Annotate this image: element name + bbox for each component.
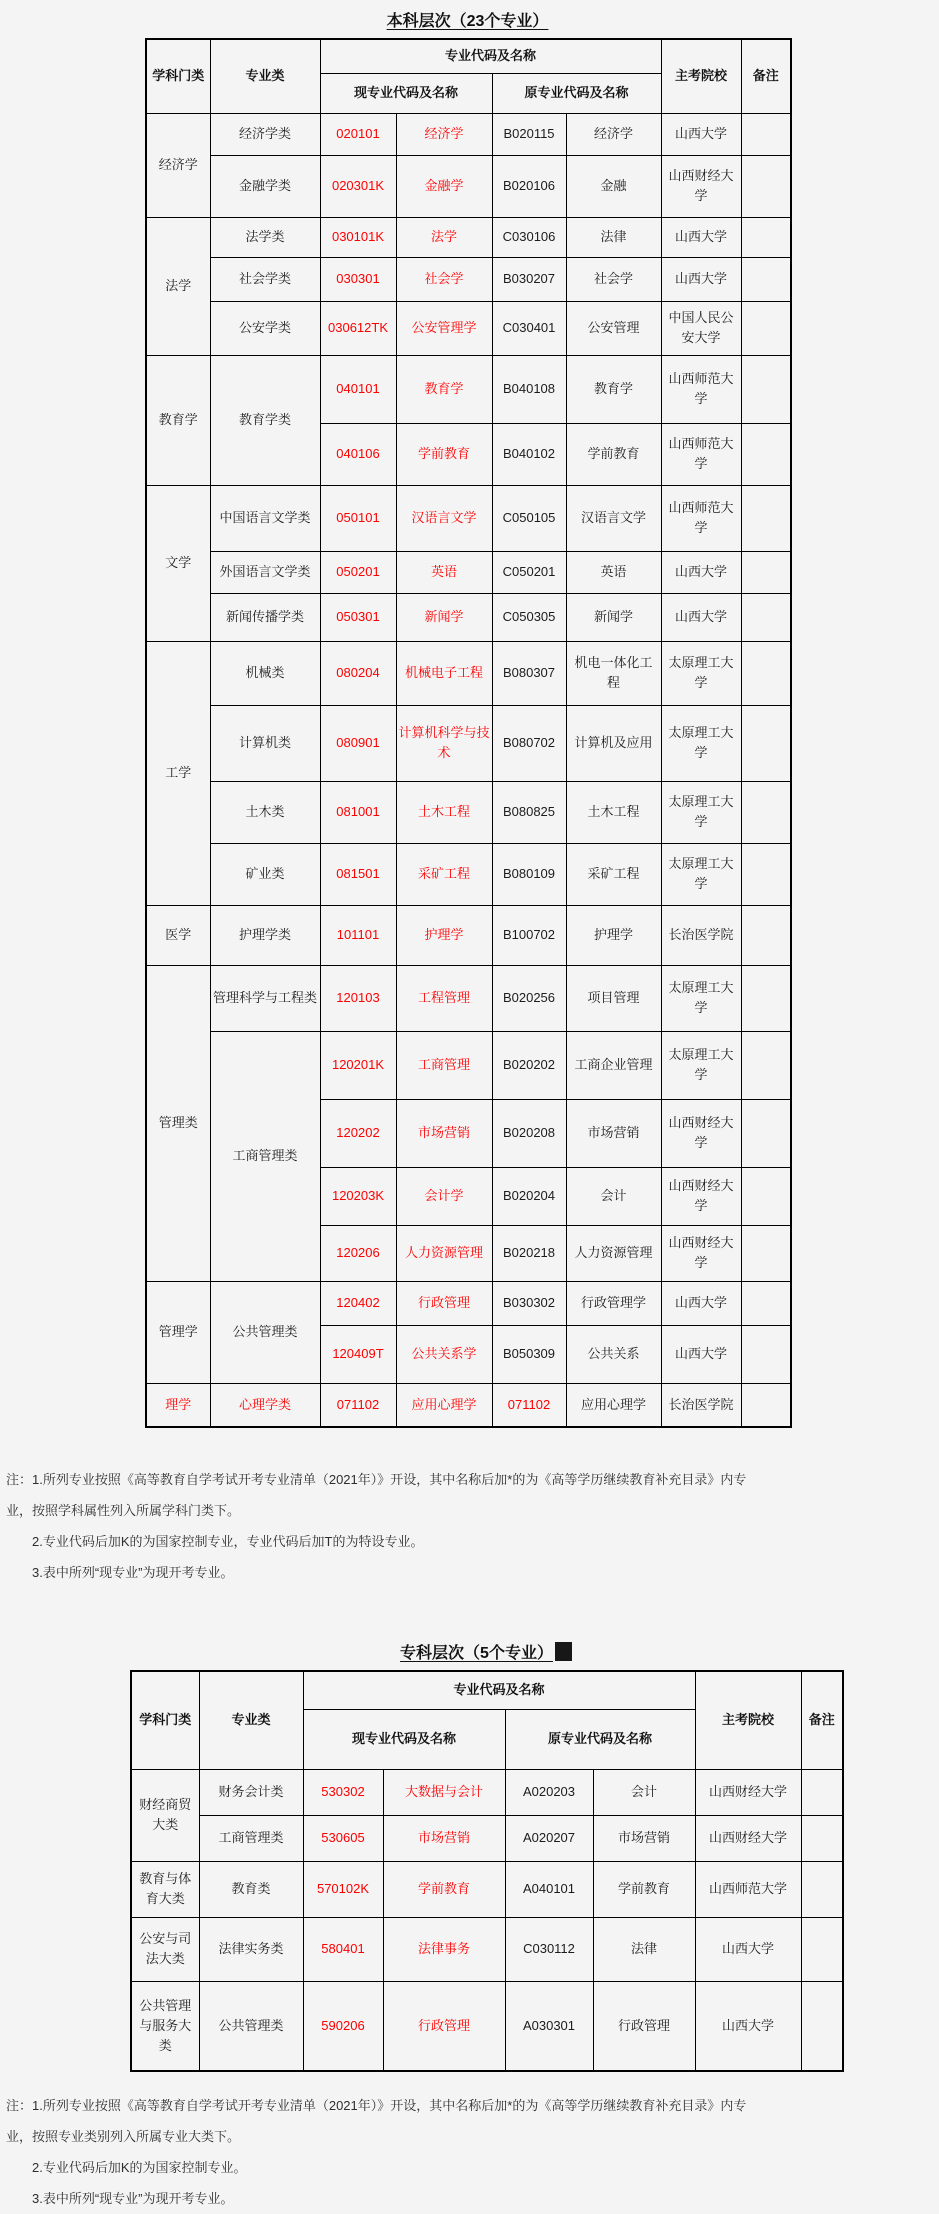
- current-code-cell: 030612TK: [320, 301, 396, 355]
- original-code-cell: C050201: [492, 551, 566, 593]
- original-code-cell: B080702: [492, 705, 566, 781]
- current-name-cell: 行政管理: [383, 1981, 505, 2071]
- current-name-cell: 土木工程: [396, 781, 492, 843]
- remark-cell: [801, 1815, 843, 1861]
- discipline-cell: 文学: [146, 485, 210, 641]
- discipline-cell: 理学: [146, 1383, 210, 1427]
- original-code-cell: A020207: [505, 1815, 593, 1861]
- current-name-cell: 工程管理: [396, 965, 492, 1031]
- table-row: [146, 593, 791, 641]
- original-name-cell: 工商企业管理: [566, 1031, 661, 1099]
- current-code-cell: 080204: [320, 641, 396, 705]
- original-name-cell: 行政管理: [593, 1981, 695, 2071]
- school-cell: 山西师范大学: [661, 355, 741, 423]
- undergrad-section: [0, 8, 939, 1588]
- remark-cell: [741, 593, 791, 641]
- school-cell: 山西师范大学: [661, 423, 741, 485]
- table-row: [146, 781, 791, 843]
- major-class-cell: 护理学类: [210, 905, 320, 965]
- remark-cell: [741, 485, 791, 551]
- current-name-cell: 汉语言文学: [396, 485, 492, 551]
- major-class-cell: 机械类: [210, 641, 320, 705]
- major-class-cell: 法学类: [210, 217, 320, 257]
- major-class-cell: 经济学类: [210, 113, 320, 155]
- original-name-cell: 学前教育: [593, 1861, 695, 1917]
- table-row: [146, 155, 791, 217]
- current-name-cell: 市场营销: [396, 1099, 492, 1167]
- original-name-cell: 人力资源管理: [566, 1225, 661, 1281]
- college-notes: [0, 2090, 939, 2214]
- current-code-cell: 020101: [320, 113, 396, 155]
- note-line: 业，按照学科属性列入所属学科门类下。: [6, 1503, 241, 1518]
- original-code-cell: B020106: [492, 155, 566, 217]
- remark-cell: [741, 705, 791, 781]
- undergrad-table-body: [146, 113, 791, 1427]
- current-code-cell: 570102K: [303, 1861, 383, 1917]
- school-cell: 山西师范大学: [695, 1861, 801, 1917]
- table-row: [146, 257, 791, 301]
- major-class-cell: 土木类: [210, 781, 320, 843]
- current-code-cell: 120201K: [320, 1031, 396, 1099]
- note-line: 注：1.所列专业按照《高等教育自学考试开考专业清单（2021年）》开设，其中名称后加*的为《高等学历继续教育补充目录》内专: [6, 1472, 747, 1487]
- school-cell: 山西大学: [695, 1917, 801, 1981]
- col-header-school: 主考院校: [661, 39, 741, 113]
- current-name-cell: 英语: [396, 551, 492, 593]
- remark-cell: [801, 1981, 843, 2071]
- original-name-cell: 金融: [566, 155, 661, 217]
- col-header-discipline: 学科门类: [131, 1671, 199, 1769]
- school-cell: 山西财经大学: [695, 1769, 801, 1815]
- original-name-cell: 法律: [593, 1917, 695, 1981]
- major-class-cell: 管理科学与工程类: [210, 965, 320, 1031]
- original-code-cell: 071102: [492, 1383, 566, 1427]
- col-header-current-code-name: 现专业代码及名称: [303, 1709, 505, 1769]
- col-header-remark: 备注: [801, 1671, 843, 1769]
- current-code-cell: 590206: [303, 1981, 383, 2071]
- table-row: [146, 1031, 791, 1099]
- remark-cell: [741, 843, 791, 905]
- remark-cell: [741, 355, 791, 423]
- col-header-original-code-name: 原专业代码及名称: [505, 1709, 695, 1769]
- original-code-cell: B080825: [492, 781, 566, 843]
- current-code-cell: 120402: [320, 1281, 396, 1325]
- original-code-cell: C030106: [492, 217, 566, 257]
- original-code-cell: A020203: [505, 1769, 593, 1815]
- major-class-cell: 中国语言文学类: [210, 485, 320, 551]
- original-name-cell: 公安管理: [566, 301, 661, 355]
- original-code-cell: C030401: [492, 301, 566, 355]
- major-class-cell: 新闻传播学类: [210, 593, 320, 641]
- college-table-title: [130, 1640, 842, 1663]
- table-row: [146, 905, 791, 965]
- header-row: [131, 1671, 843, 1709]
- original-code-cell: B080307: [492, 641, 566, 705]
- discipline-cell: 管理类: [146, 965, 210, 1281]
- current-name-cell: 新闻学: [396, 593, 492, 641]
- current-name-cell: 应用心理学: [396, 1383, 492, 1427]
- table-row: [131, 1917, 843, 1981]
- school-cell: 山西大学: [661, 1281, 741, 1325]
- col-header-current-code-name: 现专业代码及名称: [320, 73, 492, 113]
- note-line: 3.表中所列“现专业”为现开考专业。: [32, 1565, 234, 1580]
- current-code-cell: 030301: [320, 257, 396, 301]
- remark-cell: [801, 1769, 843, 1815]
- major-class-cell: 矿业类: [210, 843, 320, 905]
- table-row: [146, 1383, 791, 1427]
- col-header-discipline: 学科门类: [146, 39, 210, 113]
- undergrad-table: [145, 38, 792, 1428]
- major-class-cell: 教育类: [199, 1861, 303, 1917]
- original-code-cell: B040108: [492, 355, 566, 423]
- school-cell: 山西大学: [661, 551, 741, 593]
- school-cell: 山西大学: [661, 217, 741, 257]
- original-name-cell: 行政管理学: [566, 1281, 661, 1325]
- col-header-school: 主考院校: [695, 1671, 801, 1769]
- major-class-cell: 金融学类: [210, 155, 320, 217]
- table-row: [146, 705, 791, 781]
- remark-cell: [741, 551, 791, 593]
- original-code-cell: B100702: [492, 905, 566, 965]
- school-cell: 太原理工大学: [661, 843, 741, 905]
- college-table-title-text: 专科层次（5个专业）: [400, 1645, 553, 1662]
- remark-cell: [741, 1281, 791, 1325]
- school-cell: 山西财经大学: [661, 1225, 741, 1281]
- discipline-cell: 法学: [146, 217, 210, 355]
- original-code-cell: C030112: [505, 1917, 593, 1981]
- current-code-cell: 081001: [320, 781, 396, 843]
- school-cell: 太原理工大学: [661, 781, 741, 843]
- school-cell: 长治医学院: [661, 1383, 741, 1427]
- remark-cell: [741, 1225, 791, 1281]
- original-name-cell: 教育学: [566, 355, 661, 423]
- original-code-cell: C050305: [492, 593, 566, 641]
- original-name-cell: 计算机及应用: [566, 705, 661, 781]
- original-name-cell: 机电一体化工程: [566, 641, 661, 705]
- current-name-cell: 人力资源管理: [396, 1225, 492, 1281]
- original-code-cell: B020202: [492, 1031, 566, 1099]
- current-name-cell: 公共关系学: [396, 1325, 492, 1383]
- remark-cell: [741, 301, 791, 355]
- remark-cell: [741, 905, 791, 965]
- school-cell: 太原理工大学: [661, 1031, 741, 1099]
- school-cell: 山西大学: [661, 593, 741, 641]
- original-code-cell: B030207: [492, 257, 566, 301]
- original-code-cell: A030301: [505, 1981, 593, 2071]
- current-name-cell: 经济学: [396, 113, 492, 155]
- current-code-cell: 050201: [320, 551, 396, 593]
- remark-cell: [741, 1167, 791, 1225]
- current-code-cell: 120206: [320, 1225, 396, 1281]
- discipline-cell: 公共管理与服务大类: [131, 1981, 199, 2071]
- college-table-body: [131, 1769, 843, 2071]
- original-name-cell: 公共关系: [566, 1325, 661, 1383]
- remark-cell: [741, 1325, 791, 1383]
- original-name-cell: 经济学: [566, 113, 661, 155]
- undergrad-table-header: [146, 39, 791, 113]
- school-cell: 山西财经大学: [695, 1815, 801, 1861]
- major-class-cell: 财务会计类: [199, 1769, 303, 1815]
- original-code-cell: B050309: [492, 1325, 566, 1383]
- major-class-cell: 法律实务类: [199, 1917, 303, 1981]
- original-name-cell: 法律: [566, 217, 661, 257]
- table-row: [146, 485, 791, 551]
- original-code-cell: B020115: [492, 113, 566, 155]
- current-code-cell: 040101: [320, 355, 396, 423]
- original-name-cell: 学前教育: [566, 423, 661, 485]
- college-table: [130, 1670, 844, 2072]
- current-code-cell: 030101K: [320, 217, 396, 257]
- remark-cell: [741, 1099, 791, 1167]
- table-row: [146, 1281, 791, 1325]
- remark-cell: [741, 1383, 791, 1427]
- current-code-cell: 081501: [320, 843, 396, 905]
- header-row: [146, 39, 791, 73]
- school-cell: 山西大学: [695, 1981, 801, 2071]
- current-code-cell: 101101: [320, 905, 396, 965]
- remark-cell: [741, 423, 791, 485]
- note-line: 2.专业代码后加K的为国家控制专业。: [32, 2160, 247, 2175]
- current-code-cell: 120409T: [320, 1325, 396, 1383]
- current-code-cell: 120202: [320, 1099, 396, 1167]
- major-class-cell: 社会学类: [210, 257, 320, 301]
- current-code-cell: 530605: [303, 1815, 383, 1861]
- current-code-cell: 120103: [320, 965, 396, 1031]
- current-name-cell: 护理学: [396, 905, 492, 965]
- remark-cell: [741, 1031, 791, 1099]
- discipline-cell: 工学: [146, 641, 210, 905]
- major-class-cell: 心理学类: [210, 1383, 320, 1427]
- major-class-cell: 公安学类: [210, 301, 320, 355]
- original-code-cell: A040101: [505, 1861, 593, 1917]
- table-row: [146, 113, 791, 155]
- current-name-cell: 公安管理学: [396, 301, 492, 355]
- current-name-cell: 行政管理: [396, 1281, 492, 1325]
- school-cell: 山西财经大学: [661, 155, 741, 217]
- remark-cell: [741, 257, 791, 301]
- current-name-cell: 学前教育: [383, 1861, 505, 1917]
- school-cell: 山西师范大学: [661, 485, 741, 551]
- major-class-cell: 外国语言文学类: [210, 551, 320, 593]
- current-code-cell: 580401: [303, 1917, 383, 1981]
- current-code-cell: 120203K: [320, 1167, 396, 1225]
- remark-cell: [741, 155, 791, 217]
- current-code-cell: 071102: [320, 1383, 396, 1427]
- school-cell: 山西财经大学: [661, 1099, 741, 1167]
- remark-cell: [741, 965, 791, 1031]
- school-cell: 长治医学院: [661, 905, 741, 965]
- col-header-remark: 备注: [741, 39, 791, 113]
- original-name-cell: 市场营销: [593, 1815, 695, 1861]
- major-class-cell: 计算机类: [210, 705, 320, 781]
- original-name-cell: 会计: [566, 1167, 661, 1225]
- discipline-cell: 财经商贸大类: [131, 1769, 199, 1861]
- original-code-cell: B080109: [492, 843, 566, 905]
- note-line: 2.专业代码后加K的为国家控制专业，专业代码后加T的为特设专业。: [32, 1534, 424, 1549]
- current-code-cell: 020301K: [320, 155, 396, 217]
- school-cell: 山西大学: [661, 113, 741, 155]
- current-name-cell: 会计学: [396, 1167, 492, 1225]
- table-row: [146, 843, 791, 905]
- original-name-cell: 会计: [593, 1769, 695, 1815]
- original-name-cell: 采矿工程: [566, 843, 661, 905]
- original-name-cell: 应用心理学: [566, 1383, 661, 1427]
- school-cell: 山西财经大学: [661, 1167, 741, 1225]
- major-class-cell: 教育学类: [210, 355, 320, 485]
- discipline-cell: 教育与体育大类: [131, 1861, 199, 1917]
- current-code-cell: 040106: [320, 423, 396, 485]
- table-row: [146, 301, 791, 355]
- remark-cell: [741, 781, 791, 843]
- current-name-cell: 金融学: [396, 155, 492, 217]
- current-name-cell: 计算机科学与技术: [396, 705, 492, 781]
- current-name-cell: 教育学: [396, 355, 492, 423]
- school-cell: 太原理工大学: [661, 965, 741, 1031]
- original-name-cell: 土木工程: [566, 781, 661, 843]
- current-name-cell: 大数据与会计: [383, 1769, 505, 1815]
- table-row: [131, 1815, 843, 1861]
- college-table-header: [131, 1671, 843, 1769]
- current-code-cell: 050101: [320, 485, 396, 551]
- school-cell: 山西大学: [661, 257, 741, 301]
- table-row: [131, 1861, 843, 1917]
- current-name-cell: 法学: [396, 217, 492, 257]
- table-row: [131, 1981, 843, 2071]
- current-name-cell: 机械电子工程: [396, 641, 492, 705]
- undergrad-table-title: 本科层次（23个专业）: [386, 13, 549, 30]
- current-code-cell: 050301: [320, 593, 396, 641]
- discipline-cell: 公安与司法大类: [131, 1917, 199, 1981]
- major-class-cell: 工商管理类: [199, 1815, 303, 1861]
- discipline-cell: 教育学: [146, 355, 210, 485]
- original-code-cell: B040102: [492, 423, 566, 485]
- current-name-cell: 学前教育: [396, 423, 492, 485]
- original-code-cell: B020218: [492, 1225, 566, 1281]
- original-code-cell: C050105: [492, 485, 566, 551]
- school-cell: 山西大学: [661, 1325, 741, 1383]
- note-line: 3.表中所列“现专业”为现开考专业。: [32, 2191, 234, 2206]
- remark-cell: [741, 217, 791, 257]
- undergrad-notes: [0, 1464, 939, 1588]
- original-code-cell: B020204: [492, 1167, 566, 1225]
- major-class-cell: 工商管理类: [210, 1031, 320, 1281]
- original-code-cell: B020208: [492, 1099, 566, 1167]
- original-name-cell: 市场营销: [566, 1099, 661, 1167]
- current-name-cell: 社会学: [396, 257, 492, 301]
- original-name-cell: 社会学: [566, 257, 661, 301]
- remark-cell: [801, 1917, 843, 1981]
- current-code-cell: 530302: [303, 1769, 383, 1815]
- school-cell: 太原理工大学: [661, 641, 741, 705]
- current-name-cell: 市场营销: [383, 1815, 505, 1861]
- original-name-cell: 护理学: [566, 905, 661, 965]
- table-row: [146, 217, 791, 257]
- table-row: [146, 551, 791, 593]
- note-line: 业，按照专业类别列入所属专业大类下。: [6, 2129, 241, 2144]
- current-name-cell: 采矿工程: [396, 843, 492, 905]
- table-row: [146, 355, 791, 423]
- remark-cell: [801, 1861, 843, 1917]
- school-cell: 太原理工大学: [661, 705, 741, 781]
- remark-cell: [741, 113, 791, 155]
- col-header-code-and-name: 专业代码及名称: [320, 39, 661, 73]
- original-name-cell: 新闻学: [566, 593, 661, 641]
- college-section: [0, 1640, 939, 2214]
- original-name-cell: 英语: [566, 551, 661, 593]
- col-header-major-class: 专业类: [210, 39, 320, 113]
- discipline-cell: 经济学: [146, 113, 210, 217]
- discipline-cell: 医学: [146, 905, 210, 965]
- major-class-cell: 公共管理类: [199, 1981, 303, 2071]
- current-name-cell: 法律事务: [383, 1917, 505, 1981]
- remark-cell: [741, 641, 791, 705]
- table-row: [146, 965, 791, 1031]
- table-row: [131, 1769, 843, 1815]
- original-code-cell: B030302: [492, 1281, 566, 1325]
- original-code-cell: B020256: [492, 965, 566, 1031]
- school-cell: 中国人民公安大学: [661, 301, 741, 355]
- major-class-cell: 公共管理类: [210, 1281, 320, 1383]
- note-line: 注：1.所列专业按照《高等教育自学考试开考专业清单（2021年）》开设，其中名称后加*的为《高等学历继续教育补充目录》内专: [6, 2098, 747, 2113]
- col-header-major-class: 专业类: [199, 1671, 303, 1769]
- discipline-cell: 管理学: [146, 1281, 210, 1383]
- original-name-cell: 项目管理: [566, 965, 661, 1031]
- original-name-cell: 汉语言文学: [566, 485, 661, 551]
- table-row: [146, 641, 791, 705]
- col-header-original-code-name: 原专业代码及名称: [492, 73, 661, 113]
- col-header-code-and-name: 专业代码及名称: [303, 1671, 695, 1709]
- current-name-cell: 工商管理: [396, 1031, 492, 1099]
- current-code-cell: 080901: [320, 705, 396, 781]
- cursor-block-artifact: [555, 1642, 572, 1661]
